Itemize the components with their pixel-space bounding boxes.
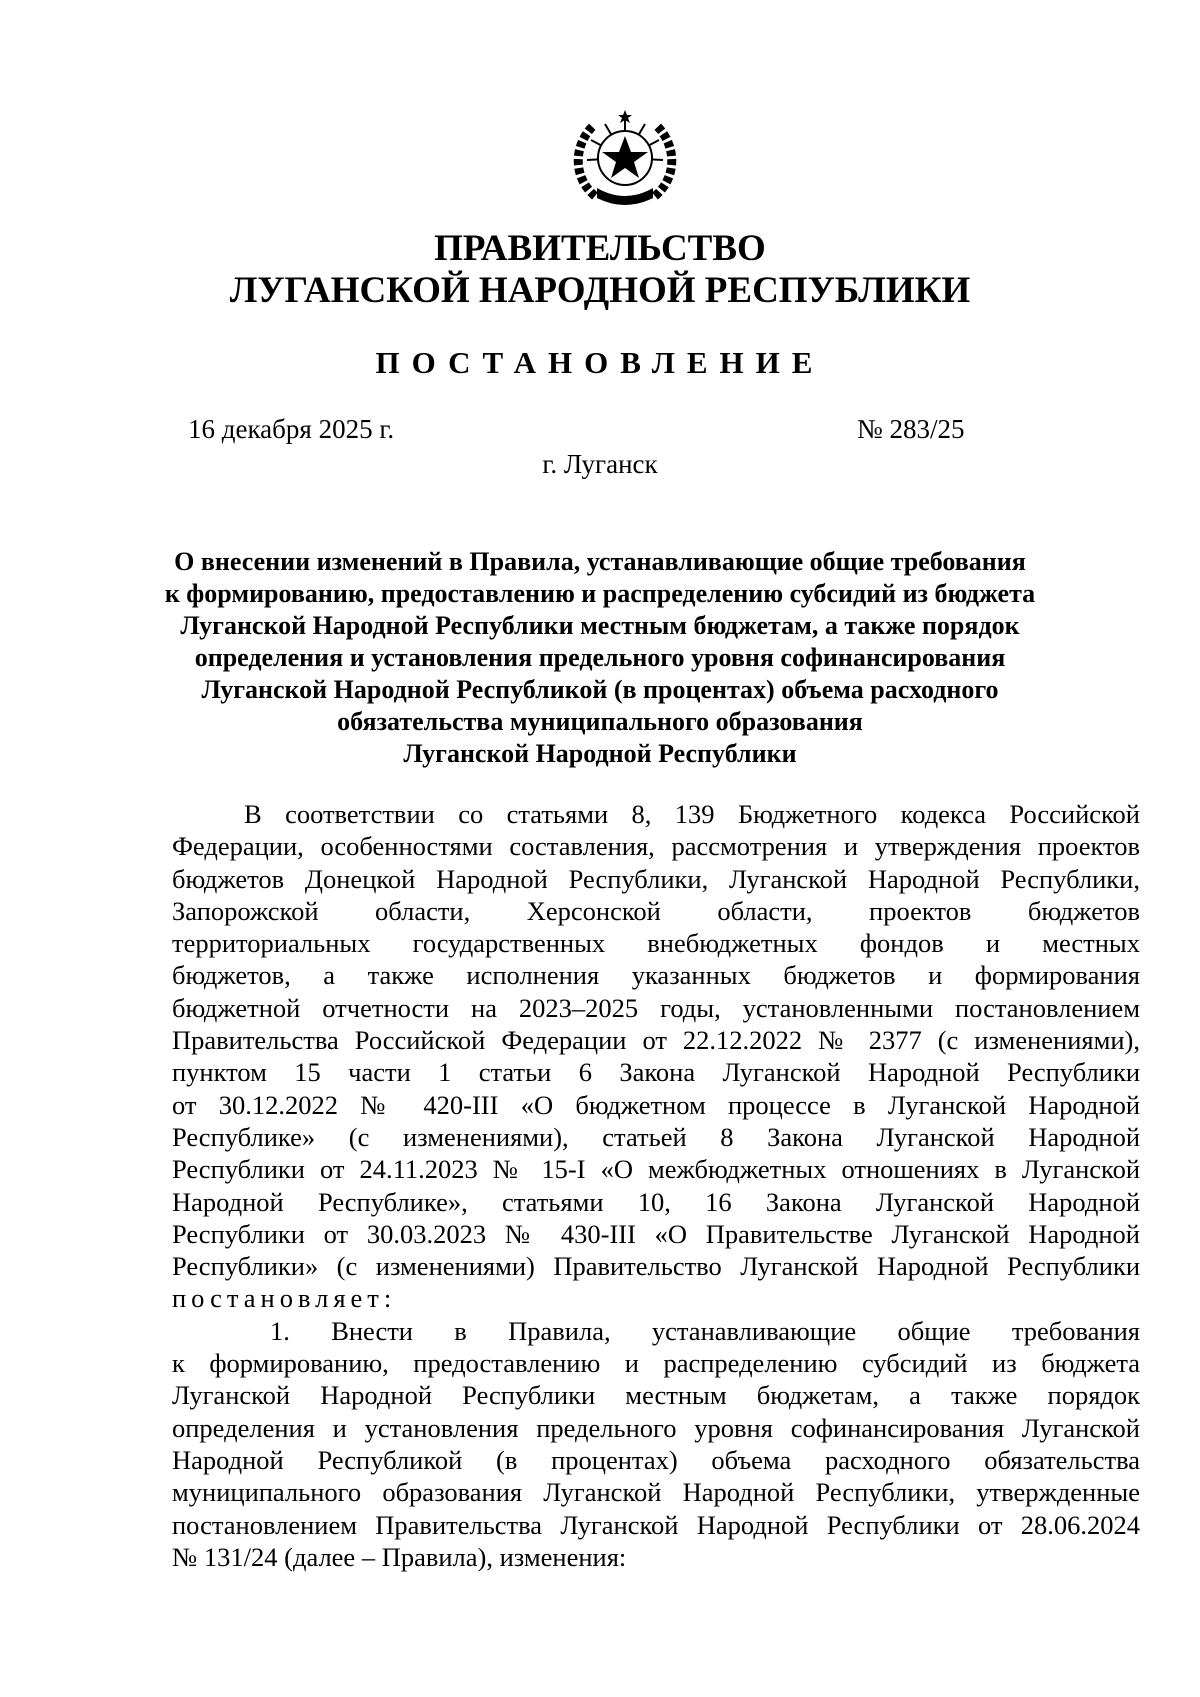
- body-line: бюджетов, а также исполнения указанных бюджетов и формирования: [172, 960, 1140, 991]
- org-name-line1: ПРАВИТЕЛЬСТВО: [434, 228, 766, 269]
- body-line: Республики» (с изменениями) Правительство Луганской Народной Республики: [172, 1251, 1140, 1282]
- org-name-line2: ЛУГАНСКОЙ НАРОДНОЙ РЕСПУБЛИКИ: [229, 270, 971, 311]
- body-line: Правительства Российской Федерации от 22.12.2022 № 2377 (с изменениями),: [172, 1025, 1140, 1056]
- body-line: Запорожской области, Херсонской области, проектов бюджетов: [172, 895, 1140, 926]
- body-line: от 30.12.2022 № 420-III «О бюджетном процессе в Луганской Народной: [172, 1089, 1140, 1120]
- heading-line: Луганской Народной Республики местным бюджетам, а также порядок: [180, 611, 1020, 640]
- body-line: муниципального образования Луганской Народной Республики, утвержденные: [172, 1477, 1140, 1508]
- body-line: 1. Внести в Правила, устанавливающие общие требования: [270, 1315, 1140, 1346]
- document-city: г. Луганск: [542, 449, 658, 479]
- body-line: пунктом 15 части 1 статьи 6 Закона Луганской Народной Республики: [172, 1057, 1140, 1088]
- document-heading: [160, 546, 1040, 770]
- heading-line: к формированию, предоставлению и распределению субсидий из бюджета: [164, 579, 1036, 608]
- body-line: Народной Республикой (в процентах) объема расходного обязательства: [172, 1444, 1140, 1475]
- document-body: [172, 798, 1140, 1573]
- body-line: Республики от 30.03.2023 № 430-III «О Правительстве Луганской Народной: [172, 1218, 1140, 1249]
- body-line: В соответствии со статьями 8, 139 Бюджетного кодекса Российской: [244, 799, 1140, 829]
- heading-line: обязательства муниципального образования: [337, 707, 863, 736]
- body-line: № 131/24 (далее – Правила), изменения:: [172, 1541, 627, 1572]
- heading-line: Луганской Народной Республикой (в процентах) объема расходного: [201, 675, 999, 704]
- body-line: Народной Республике», статьями 10, 16 Закона Луганской Народной: [172, 1186, 1140, 1217]
- heading-line: Луганской Народной Республики: [403, 739, 797, 768]
- heading-line: определения и установления предельного уровня софинансирования: [194, 643, 1006, 672]
- body-line: бюджетной отчетности на 2023–2025 годы, установленными постановлением: [172, 992, 1140, 1023]
- body-line: Республике» (с изменениями), статьей 8 Закона Луганской Народной: [172, 1121, 1140, 1152]
- document-date: 16 декабря 2025 г.: [188, 414, 395, 444]
- body-line: Республики от 24.11.2023 № 15-I «О межбюджетных отношениях в Луганской: [172, 1154, 1140, 1185]
- body-line: Федерации, особенностями составления, рассмотрения и утверждения проектов: [172, 831, 1140, 862]
- body-line: определения и установления предельного уровня софинансирования Луганской: [172, 1412, 1140, 1443]
- body-line: территориальных государственных внебюджетных фондов и местных: [172, 928, 1140, 959]
- body-line: бюджетов Донецкой Народной Республики, Луганской Народной Республики,: [172, 863, 1140, 894]
- body-line: постановлением Правительства Луганской Народной Республики от 28.06.2024: [172, 1509, 1140, 1540]
- state-emblem-icon: [565, 108, 685, 208]
- document-number: № 283/25: [857, 414, 965, 444]
- heading-line: О внесении изменений в Правила, устанавливающие общие требования: [174, 547, 1026, 576]
- body-line: постановляет:: [172, 1283, 397, 1314]
- body-line: Луганской Народной Республики местным бюджетам, а также порядок: [172, 1380, 1140, 1411]
- body-line: к формированию, предоставлению и распределению субсидий из бюджета: [172, 1348, 1140, 1379]
- document-type: ПОСТАНОВЛЕНИЕ: [375, 345, 825, 380]
